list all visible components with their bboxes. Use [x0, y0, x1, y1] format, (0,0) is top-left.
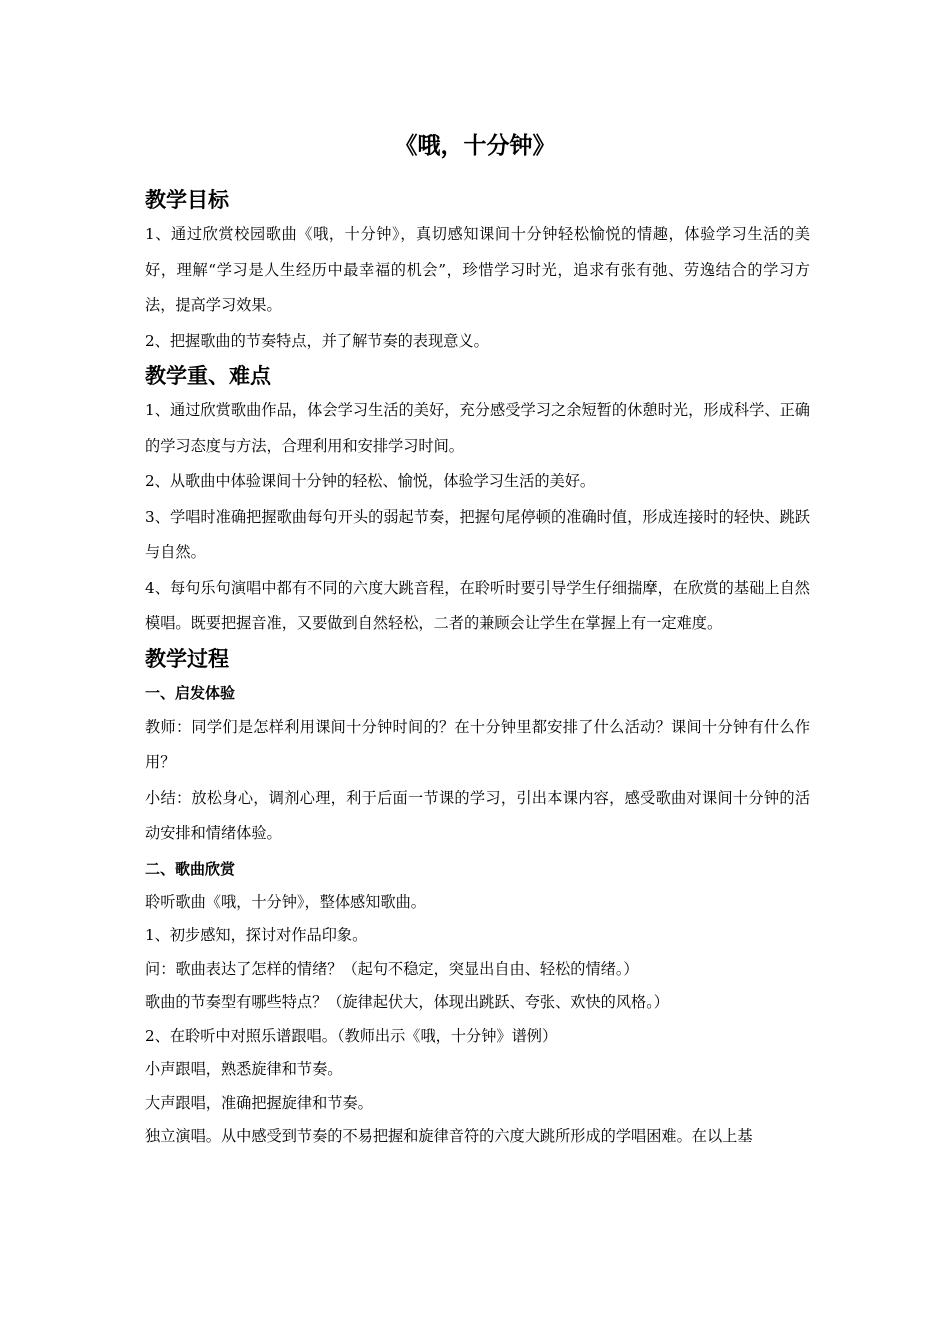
goals-paragraph-1: 1、通过欣赏校园歌曲《哦，十分钟》，真切感知课间十分钟轻松愉悦的情趣，体验学习生活的美好，理解“学习是人生经历中最幸福的机会”，珍惜学习时光，追求有张有弛、劳逸结合的学习方法，提高学习效果。	[145, 225, 810, 314]
process-part2-paragraph-2: 1、初步感知，探讨对作品印象。	[145, 926, 368, 944]
process-part2-paragraph-3: 问：歌曲表达了怎样的情绪？（起句不稳定，突显出自由、轻松的情绪。）	[145, 959, 639, 978]
section-heading-key-points: 教学重、难点	[145, 364, 271, 388]
process-part2-paragraph-4: 歌曲的节奏型有哪些特点？（旋律起伏大，体现出跳跃、夸张、欢快的风格。）	[145, 993, 669, 1011]
document-title: 《哦，十分钟》	[394, 133, 556, 159]
process-part2-paragraph-6: 小声跟唱，熟悉旋律和节奏。	[145, 1060, 343, 1078]
key-points-paragraph-3: 3、学唱时准确把握歌曲每句开头的弱起节奏，把握句尾停顿的准确时值，形成连接时的轻快、跳跃与自然。	[145, 507, 810, 561]
section-heading-process: 教学过程	[145, 646, 229, 671]
process-part2-paragraph-5: 2、在聆听中对照乐谱跟唱。（教师出示《哦，十分钟》谱例）	[145, 1026, 558, 1045]
key-points-paragraph-2: 2、从歌曲中体验课间十分钟的轻松、愉悦，体验学习生活的美好。	[145, 472, 596, 490]
subsection-heading-appreciation: 二、歌曲欣赏	[145, 859, 236, 878]
process-part2-paragraph-1: 聆听歌曲《哦，十分钟》，整体感知歌曲。	[145, 892, 426, 911]
goals-paragraph-2: 2、把握歌曲的节奏特点，并了解节奏的表现意义。	[145, 331, 489, 350]
process-part1-paragraph-2: 小结：放松身心，调剂心理，利于后面一节课的学习，引出本课内容，感受歌曲对课间十分钟的活动安排和情绪体验。	[145, 788, 810, 842]
process-part2-paragraph-8: 独立演唱。从中感受到节奏的不易把握和旋律音符的六度大跳所形成的学唱困难。在以上基	[145, 1127, 753, 1145]
key-points-paragraph-1: 1、通过欣赏歌曲作品，体会学习生活的美好，充分感受学习之余短暂的休憩时光，形成科学、正确的学习态度与方法，合理利用和安排学习时间。	[145, 401, 810, 455]
process-part1-paragraph-1: 教师：同学们是怎样利用课间十分钟时间的？在十分钟里都安排了什么活动？课间十分钟有什么作用？	[145, 717, 810, 771]
key-points-paragraph-4: 4、每句乐句演唱中都有不同的六度大跳音程，在聆听时要引导学生仔细揣摩，在欣赏的基础上自然模唱。既要把握音准，又要做到自然轻松，二者的兼顾会让学生在掌握上有一定难度。	[145, 578, 810, 632]
section-heading-goals: 教学目标	[145, 188, 229, 212]
document-body	[145, 183, 810, 1154]
process-part2-paragraph-7: 大声跟唱，准确把握旋律和节奏。	[145, 1093, 373, 1112]
subsection-heading-inspire: 一、启发体验	[145, 683, 236, 702]
